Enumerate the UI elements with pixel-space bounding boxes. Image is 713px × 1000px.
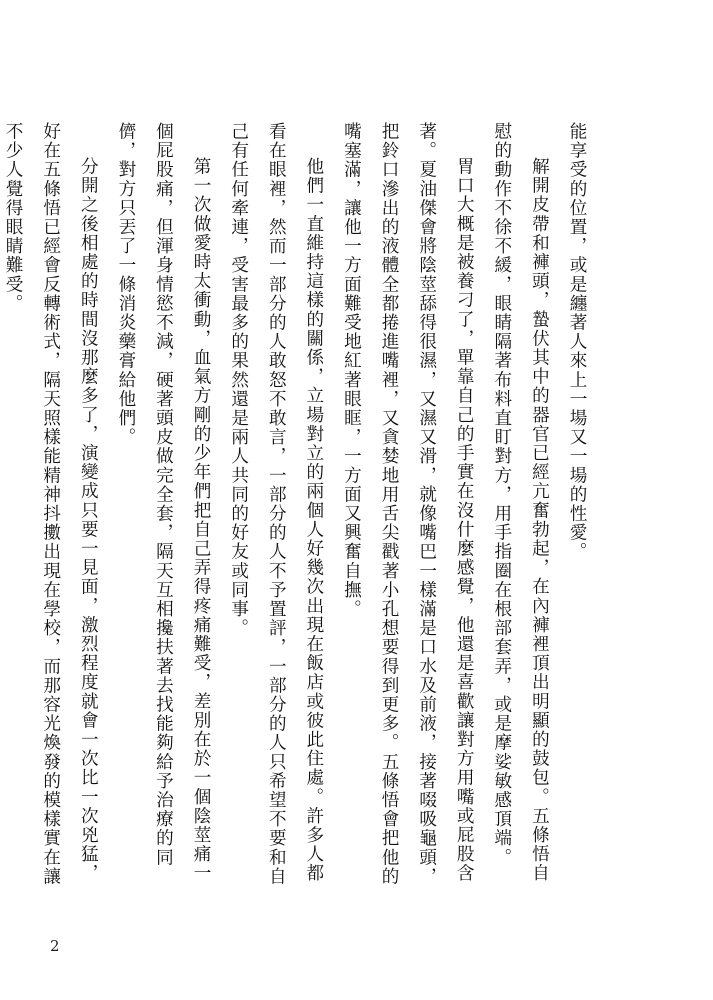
paragraph: 解開皮帶和褲頭，蟄伏其中的器官已經亢奮勃起，在內褲裡頂出明顯的鼓包。五條悟自慰的動作不徐不緩，眼睛隔著布料直盯對方，用手指圈在根部套弄，或是摩娑敏感頂端。 (491, 122, 550, 883)
paragraph: 胃口大概是被養刁了，單靠自己的手實在沒什麼感覺，他還是喜歡讓對方用嘴或屁股含著。夏油傑會將陰莖舔得很濕，又濕又滑，就像嘴巴一樣滿是口水及前液，接著啜吸龜頭，把鈴口滲出的液體全都捲進嘴裡，又貪婪地用舌尖戳著小孔想要得到更多。五條悟會把他的嘴塞滿，讓他一方面難受地紅著眼眶，一方面又興奮自撫。 (341, 122, 475, 886)
paragraph: 第一次做愛時太衝動，血氣方剛的少年們把自己弄得疼痛難受，差別在於一個陰莖痛一個屁股痛，但渾身情慾不減，硬著頭皮做完全套，隔天互相攙扶著去找能夠給予治療的同儕，對方只丟了一條消炎藥膏給他們。 (115, 122, 212, 883)
paragraph: 他們一直維持這樣的關係，立場對立的兩個人好幾次出現在飯店或彼此住處。許多人都看在眼裡，然而一部分的人敢怒不敢言，一部分的人不予置評，一部分的人只希望不要和自己有任何牽連，受害最多的果然還是兩人共同的好友或同事。 (228, 122, 324, 886)
paragraph: 分開之後相處的時間沒那麼多了，演變成只要一見面，激烈程度就會一次比一次兇猛，好在五條悟已經會反轉術式，隔天照樣能精神抖擻出現在學校，而那容光煥發的模樣實在讓不少人覺得眼睛難受。 (3, 122, 99, 886)
paragraph: 能享受的位置，或是纏著人來上一場又一場的性愛。 (567, 122, 587, 562)
vertical-text-body (0, 122, 595, 902)
page-number: 2 (50, 937, 60, 955)
